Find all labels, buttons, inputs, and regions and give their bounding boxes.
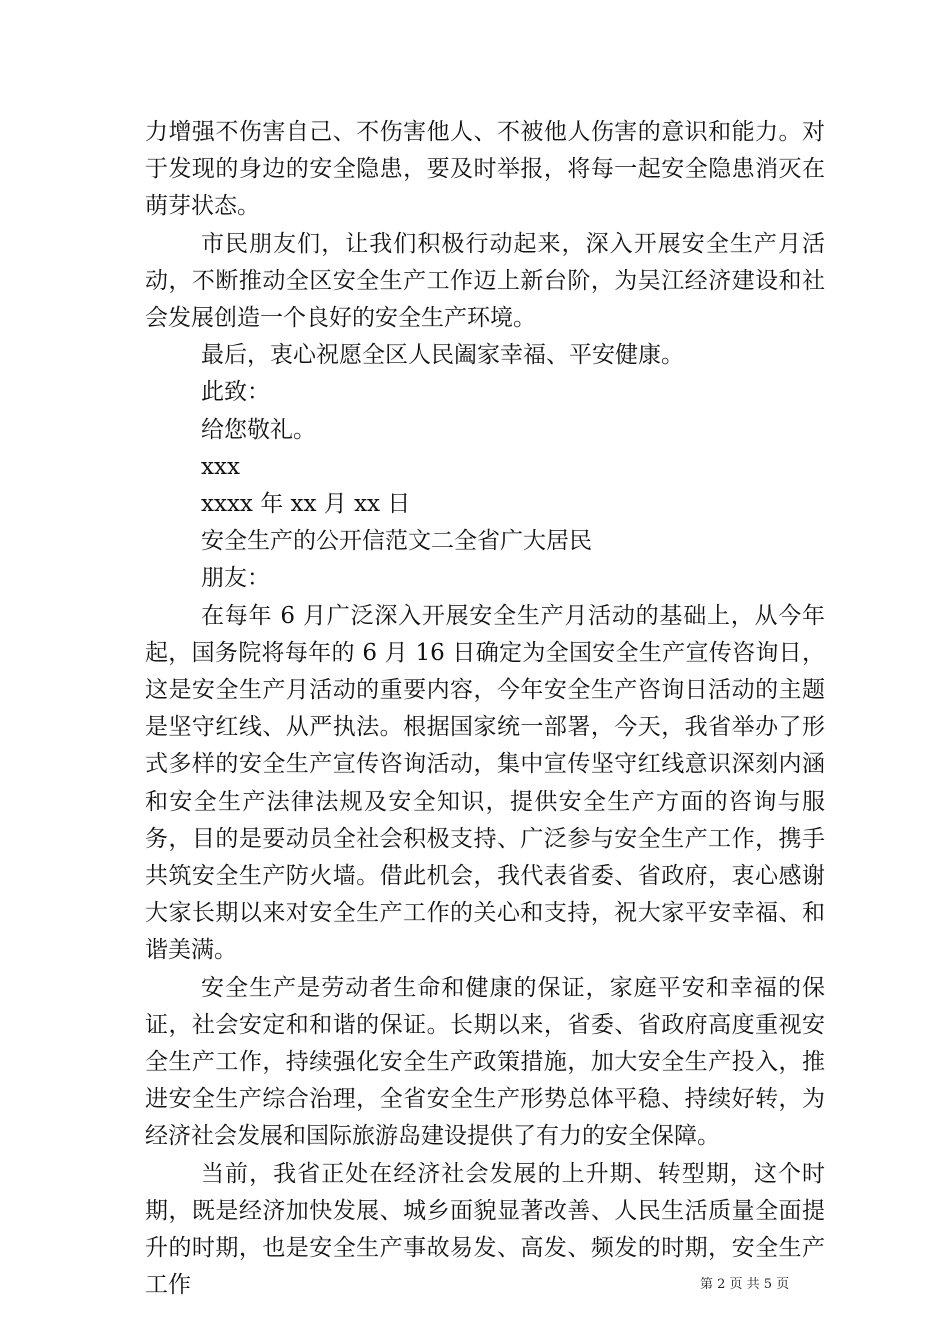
salutation: 此致：	[201, 379, 270, 406]
salutation-regards: 给您敬礼。	[201, 416, 316, 443]
page-number: 第 2 页 共 5 页	[700, 1277, 790, 1292]
paragraph: 市民朋友们，让我们积极行动起来，深入开展安全生产月活动，不断推动全区安全生产工作迈上新台阶，为吴江经济建设和社会发展创造一个良好的安全生产环境。	[145, 230, 825, 332]
section-heading: 安全生产的公开信范文二全省广大居民	[201, 528, 592, 555]
signature-name: xxx	[201, 453, 240, 480]
signature-date: xxxx 年 xx 月 xx 日	[201, 491, 411, 518]
document-body	[145, 114, 825, 1305]
paragraph: 当前，我省正处在经济社会发展的上升期、转型期，这个时期，既是经济加快发展、城乡面貌显著改善、人民生活质量全面提升的时期，也是安全生产事故易发、高发、频发的时期，安全生产工作	[145, 1160, 825, 1299]
paragraph: 在每年 6 月广泛深入开展安全生产月活动的基础上，从今年起，国务院将每年的 6 月 16 日确定为全国安全生产宣传咨询日，这是安全生产月活动的重要内容，今年安全生产咨询日活动的主题是坚守红线、从严执法。根据国家统一部署，今天，我省举办了形式多样的安全生产宣传咨询活动，集中宣传坚守红线意识深刻内涵和安全生产法律法规及安全知识，提供安全生产方面的咨询与服务，目的是要动员全社会积极支持、广泛参与安全生产工作，携手共筑安全生产防火墙。借此机会，我代表省委、省政府，衷心感谢大家长期以来对安全生产工作的关心和支持，祝大家平安幸福、和谐美满。	[145, 602, 825, 964]
paragraph: 力增强不伤害自己、不伤害他人、不被他人伤害的意识和能力。对于发现的身边的安全隐患，要及时举报，将每一起安全隐患消灭在萌芽状态。	[145, 119, 825, 220]
closing-wish: 最后，衷心祝愿全区人民阖家幸福、平安健康。	[201, 342, 684, 369]
paragraph: 安全生产是劳动者生命和健康的保证，家庭平安和幸福的保证，社会安定和和谐的保证。长期以来，省委、省政府高度重视安全生产工作，持续强化安全生产政策措施，加大安全生产投入，推进安全生产综合治理，全省安全生产形势总体平稳、持续好转，为经济社会发展和国际旅游岛建设提供了有力的安全保障。	[145, 974, 825, 1150]
greeting: 朋友：	[201, 565, 270, 592]
